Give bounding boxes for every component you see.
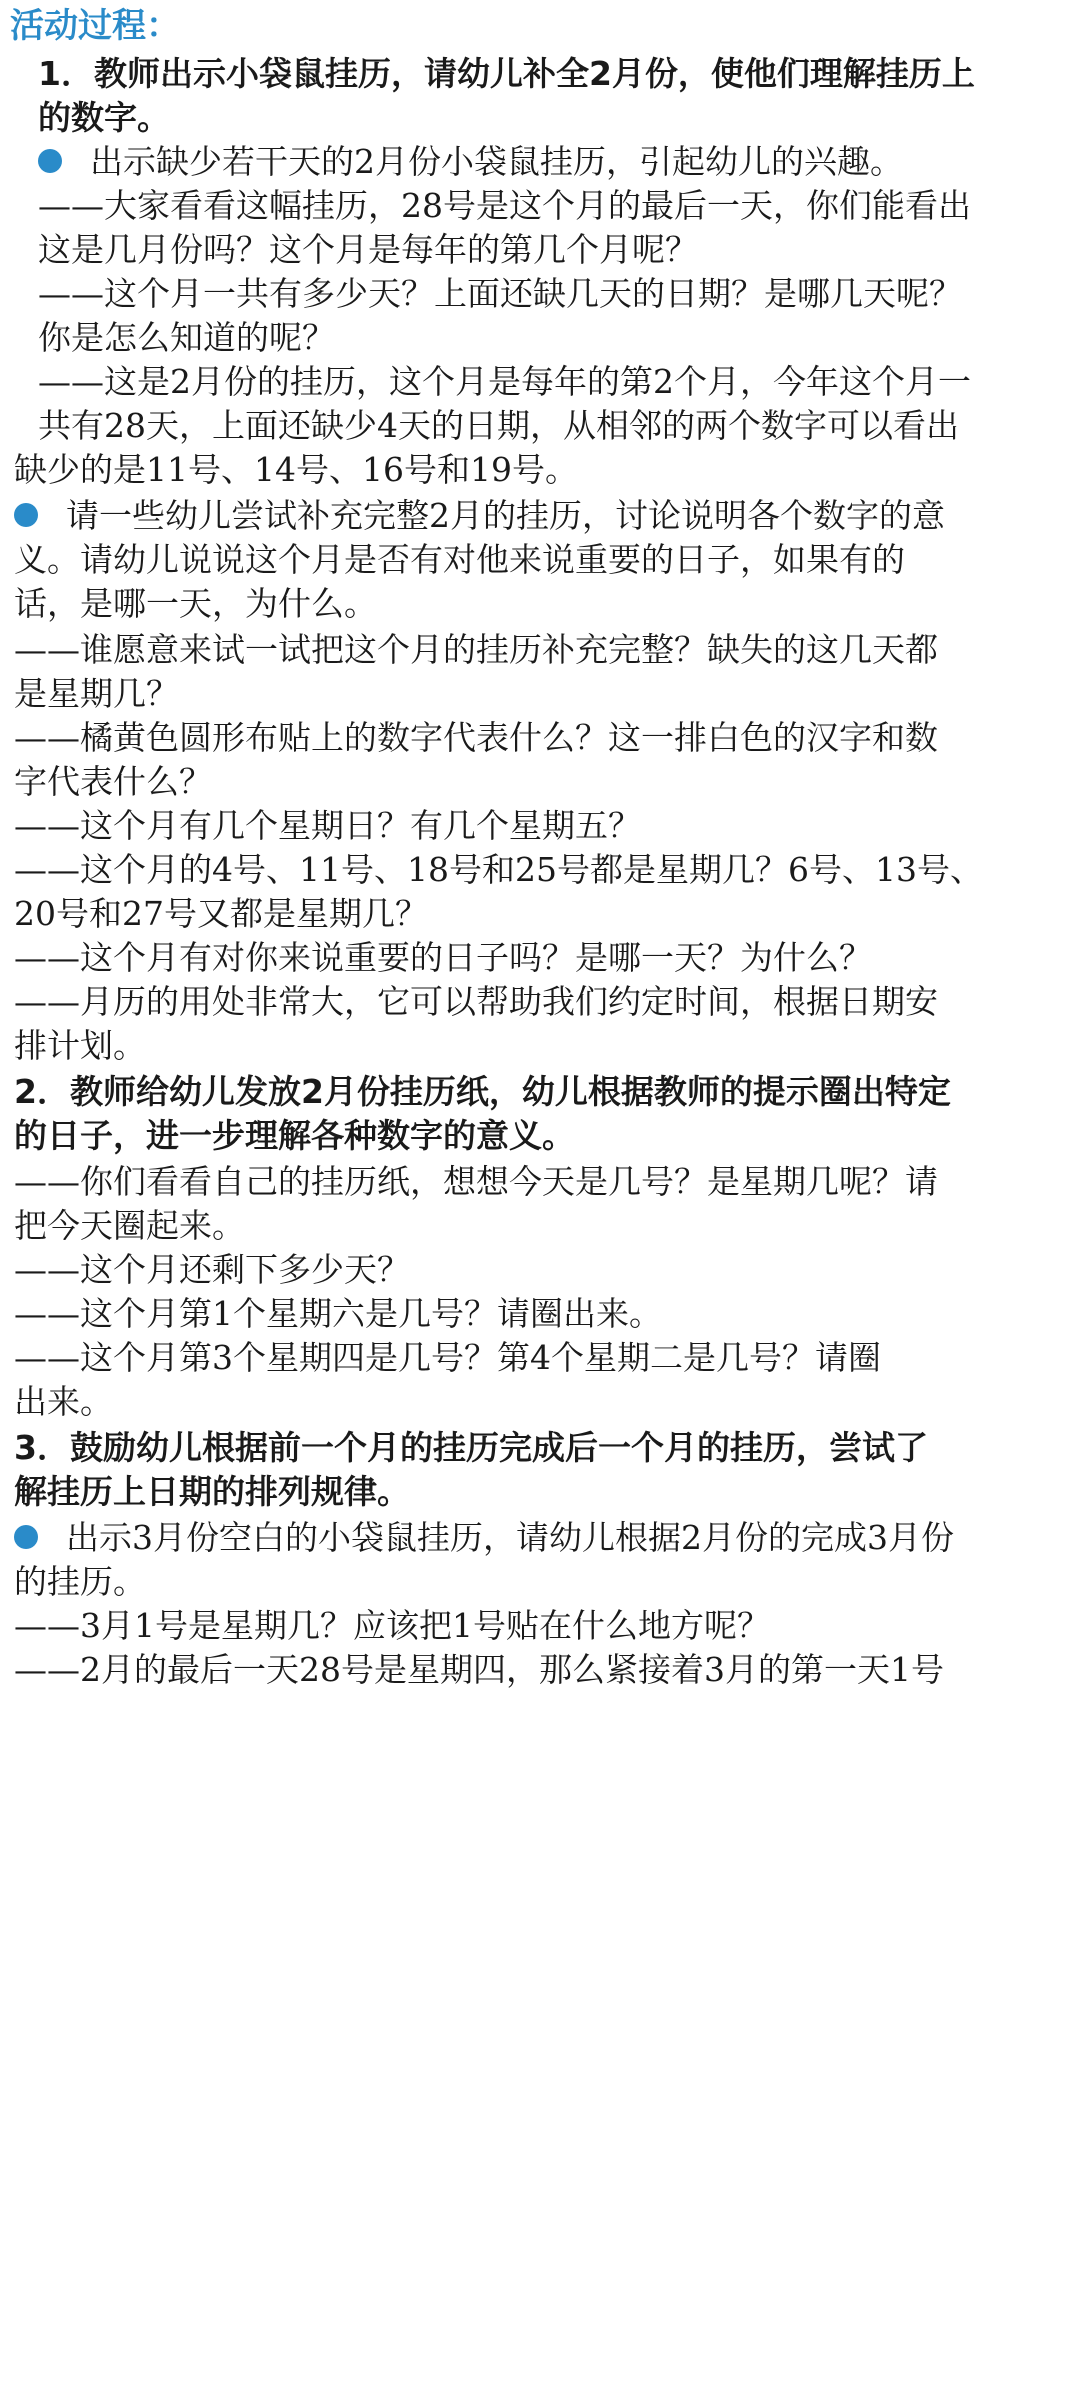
- question-line: 这是几月份吗？这个月是每年的第几个月呢？: [38, 230, 698, 269]
- question-line: ——这个月有对你来说重要的日子吗？是哪一天？为什么？: [14, 938, 872, 977]
- question-line: ——3月1号是星期几？应该把1号贴在什么地方呢？: [14, 1606, 770, 1645]
- bullet-dot-icon: [14, 1525, 38, 1549]
- step-1-heading-cont: 的数字。: [38, 98, 170, 137]
- question-line: 你是怎么知道的呢？: [38, 318, 335, 357]
- question-line: ——大家看看这幅挂历，28号是这个月的最后一天，你们能看出: [38, 186, 971, 225]
- question-line: ——这个月第1个星期六是几号？请圈出来。: [14, 1294, 662, 1333]
- bullet-3: [14, 1516, 954, 1560]
- bullet-2-text: 请一些幼儿尝试补充完整2月的挂历，讨论说明各个数字的意: [66, 496, 945, 535]
- question-line: ——这个月有几个星期日？有几个星期五？: [14, 806, 641, 845]
- question-line: ——这是2月份的挂历，这个月是每年的第2个月，今年这个月一: [38, 362, 971, 401]
- paragraph-line: 话，是哪一天，为什么。: [14, 584, 377, 623]
- question-line: ——月历的用处非常大，它可以帮助我们约定时间，根据日期安: [14, 982, 938, 1021]
- paragraph-line: 义。请幼儿说说这个月是否有对他来说重要的日子，如果有的: [14, 540, 905, 579]
- question-line: ——这个月第3个星期四是几号？第4个星期二是几号？请圈: [14, 1338, 881, 1377]
- bullet-dot-icon: [14, 503, 38, 527]
- step-3-heading: 3．鼓励幼儿根据前一个月的挂历完成后一个月的挂历，尝试了: [14, 1428, 928, 1467]
- bullet-dot-icon: [38, 149, 62, 173]
- question-line: ——你们看看自己的挂历纸，想想今天是几号？是星期几呢？请: [14, 1162, 938, 1201]
- question-line: ——谁愿意来试一试把这个月的挂历补充完整？缺失的这几天都: [14, 630, 938, 669]
- question-line: ——这个月还剩下多少天？: [14, 1250, 410, 1289]
- bullet-1-text: 出示缺少若干天的2月份小袋鼠挂历，引起幼儿的兴趣。: [90, 142, 903, 181]
- question-line: 20号和27号又都是星期几？: [14, 894, 428, 933]
- question-line: 是星期几？: [14, 674, 179, 713]
- step-1-heading: 1．教师出示小袋鼠挂历，请幼儿补全2月份，使他们理解挂历上: [38, 54, 975, 93]
- question-line: 出来。: [14, 1382, 113, 1421]
- paragraph-line: 的挂历。: [14, 1562, 146, 1601]
- question-line: ——这个月一共有多少天？上面还缺几天的日期？是哪几天呢？: [38, 274, 962, 313]
- step-3-heading-cont: 解挂历上日期的排列规律。: [14, 1472, 410, 1511]
- question-line: ——这个月的4号、11号、18号和25号都是星期几？6号、13号、: [14, 850, 983, 889]
- question-line: 把今天圈起来。: [14, 1206, 245, 1245]
- section-title: 活动过程：: [10, 6, 180, 46]
- bullet-2: [14, 494, 945, 538]
- question-line: ——2月的最后一天28号是星期四，那么紧接着3月的第一天1号: [14, 1650, 944, 1689]
- bullet-1: [38, 140, 903, 184]
- question-line: ——橘黄色圆形布贴上的数字代表什么？这一排白色的汉字和数: [14, 718, 938, 757]
- question-line: 共有28天，上面还缺少4天的日期，从相邻的两个数字可以看出: [38, 406, 959, 445]
- question-line: 字代表什么？: [14, 762, 212, 801]
- step-2-heading: 2．教师给幼儿发放2月份挂历纸，幼儿根据教师的提示圈出特定: [14, 1072, 951, 1111]
- question-line: 排计划。: [14, 1026, 146, 1065]
- step-2-heading-cont: 的日子，进一步理解各种数字的意义。: [14, 1116, 575, 1155]
- bullet-3-text: 出示3月份空白的小袋鼠挂历，请幼儿根据2月份的完成3月份: [66, 1518, 954, 1557]
- question-line: 缺少的是11号、14号、16号和19号。: [14, 450, 578, 489]
